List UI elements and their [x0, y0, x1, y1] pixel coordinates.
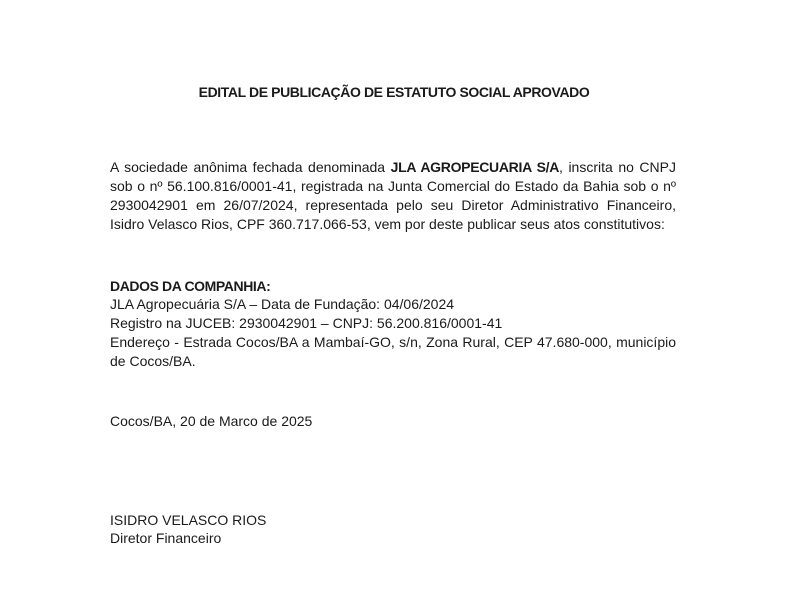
document-title: EDITAL DE PUBLICAÇÃO DE ESTATUTO SOCIAL APROVADO — [198, 84, 590, 100]
signer-role: Diretor Financeiro — [110, 530, 222, 546]
company-name: JLA AGROPECUARIA S/A — [390, 159, 560, 175]
address-line: Endereço - Estrada Cocos/BA a Mambaí-GO, s/n, Zona Rural, CEP 47.680-000, município de Cocos/BA. — [110, 334, 676, 369]
founding-date-line: JLA Agropecuária S/A – Data de Fundação: 04/06/2024 — [110, 296, 455, 312]
place-and-date: Cocos/BA, 20 de Marco de 2025 — [110, 413, 313, 429]
registry-line: Registro na JUCEB: 2930042901 – CNPJ: 56.200.816/0001-41 — [110, 315, 503, 331]
intro-paragraph — [110, 158, 676, 234]
company-data-block — [110, 295, 676, 371]
signer-name: ISIDRO VELASCO RIOS — [110, 512, 267, 528]
intro-text-end: , inscrita no CNPJ sob o nº 56.100.816/0001-41, registrada na Junta Comercial do Estado da Bahia sob o nº 2930042901 em 26/07/2024, representada pelo seu Diretor Administrativo Financeiro, Isidro Velasco Rios, CPF 360.717.066-53, vem por deste publicar seus atos constitutivos: — [110, 159, 676, 232]
company-data-heading: DADOS DA COMPANHIA: — [110, 278, 271, 294]
intro-text-start: A sociedade anônima fechada denominada — [110, 159, 391, 175]
